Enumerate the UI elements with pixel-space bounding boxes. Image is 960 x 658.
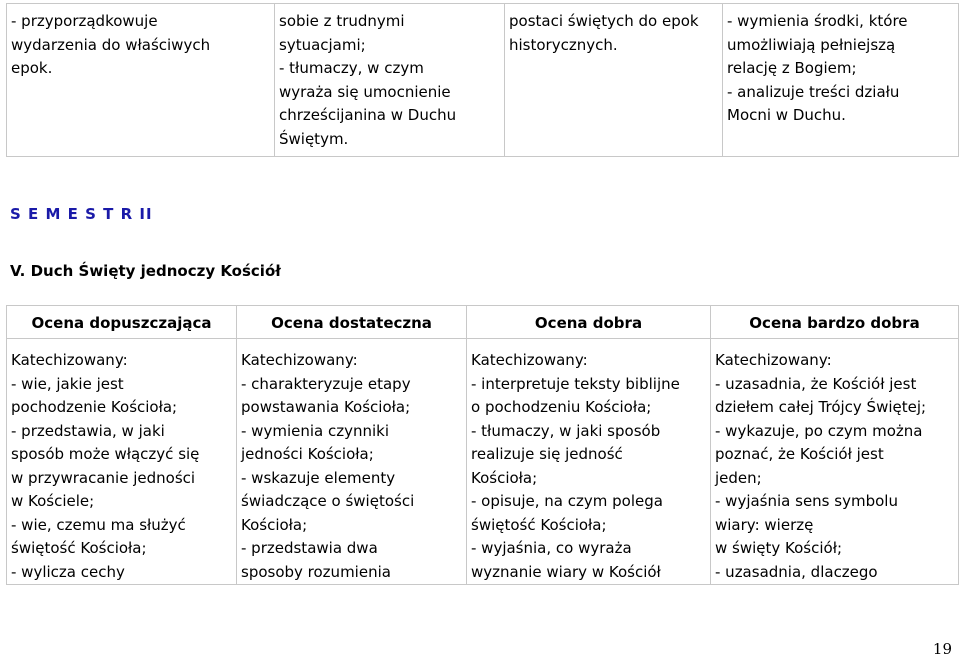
continued-grades-table [6, 3, 959, 157]
table-cell [7, 339, 237, 585]
header-cell [7, 306, 237, 339]
page-number: 19 [932, 640, 952, 658]
semester-heading: S E M E S T R II [10, 205, 153, 223]
header-cell [711, 306, 959, 339]
table-cell [723, 4, 959, 157]
header-grade-very-good: Ocena bardzo dobra [749, 313, 920, 332]
table-cell [275, 4, 505, 157]
cell-text: Katechizowany: - charakteryzuje etapy powstawania Kościoła; - wymienia czynniki jedności Kościoła; - wskazuje elementy świadczące o świętości Kościoła; - przedstawia dwa sposoby rozumienia [241, 351, 415, 581]
cell-text: Katechizowany: - uzasadnia, że Kościół jest dziełem całej Trójcy Świętej; - wykazuje, po czym można poznać, że Kościół jest jeden; - wyjaśnia sens symbolu wiary: wierzę w święty Kościół; - uzasadnia, dlaczego [715, 351, 927, 581]
header-grade-sufficient: Ocena dopuszczająca [31, 313, 212, 332]
grades-table [6, 305, 959, 585]
table-row [7, 339, 959, 585]
table-cell [7, 4, 275, 157]
table-header-row [7, 306, 959, 339]
cell-text: postaci świętych do epok historycznych. [509, 12, 699, 54]
cell-text: sobie z trudnymi sytuacjami; - tłumaczy, w czym wyraża się umocnienie chrześcijanina w Duchu Świętym. [279, 12, 457, 148]
table-cell [467, 339, 711, 585]
unit-title: V. Duch Święty jednoczy Kościół [10, 262, 281, 280]
table-row [7, 4, 959, 157]
table-cell [711, 339, 959, 585]
header-grade-satisfactory: Ocena dostateczna [271, 313, 432, 332]
header-cell [467, 306, 711, 339]
cell-text: - przyporządkowuje wydarzenia do właściwych epok. [11, 12, 211, 77]
header-cell [237, 306, 467, 339]
cell-text: Katechizowany: - interpretuje teksty biblijne o pochodzeniu Kościoła; - tłumaczy, w jaki sposób realizuje się jedność Kościoła; - opisuje, na czym polega świętość Kościoła; - wyjaśnia, co wyraża wyznanie wiary w Kościół [471, 351, 680, 581]
cell-text: - wymienia środki, które umożliwiają pełniejszą relację z Bogiem; - analizuje treści działu Mocni w Duchu. [727, 12, 908, 124]
table-cell [237, 339, 467, 585]
cell-text: Katechizowany: - wie, jakie jest pochodzenie Kościoła; - przedstawia, w jaki sposób może włączyć się w przywracanie jedności w Kościele; - wie, czemu ma służyć świętość Kościoła; - wylicza cechy [11, 351, 200, 581]
header-grade-good: Ocena dobra [534, 313, 643, 332]
table-cell [505, 4, 723, 157]
